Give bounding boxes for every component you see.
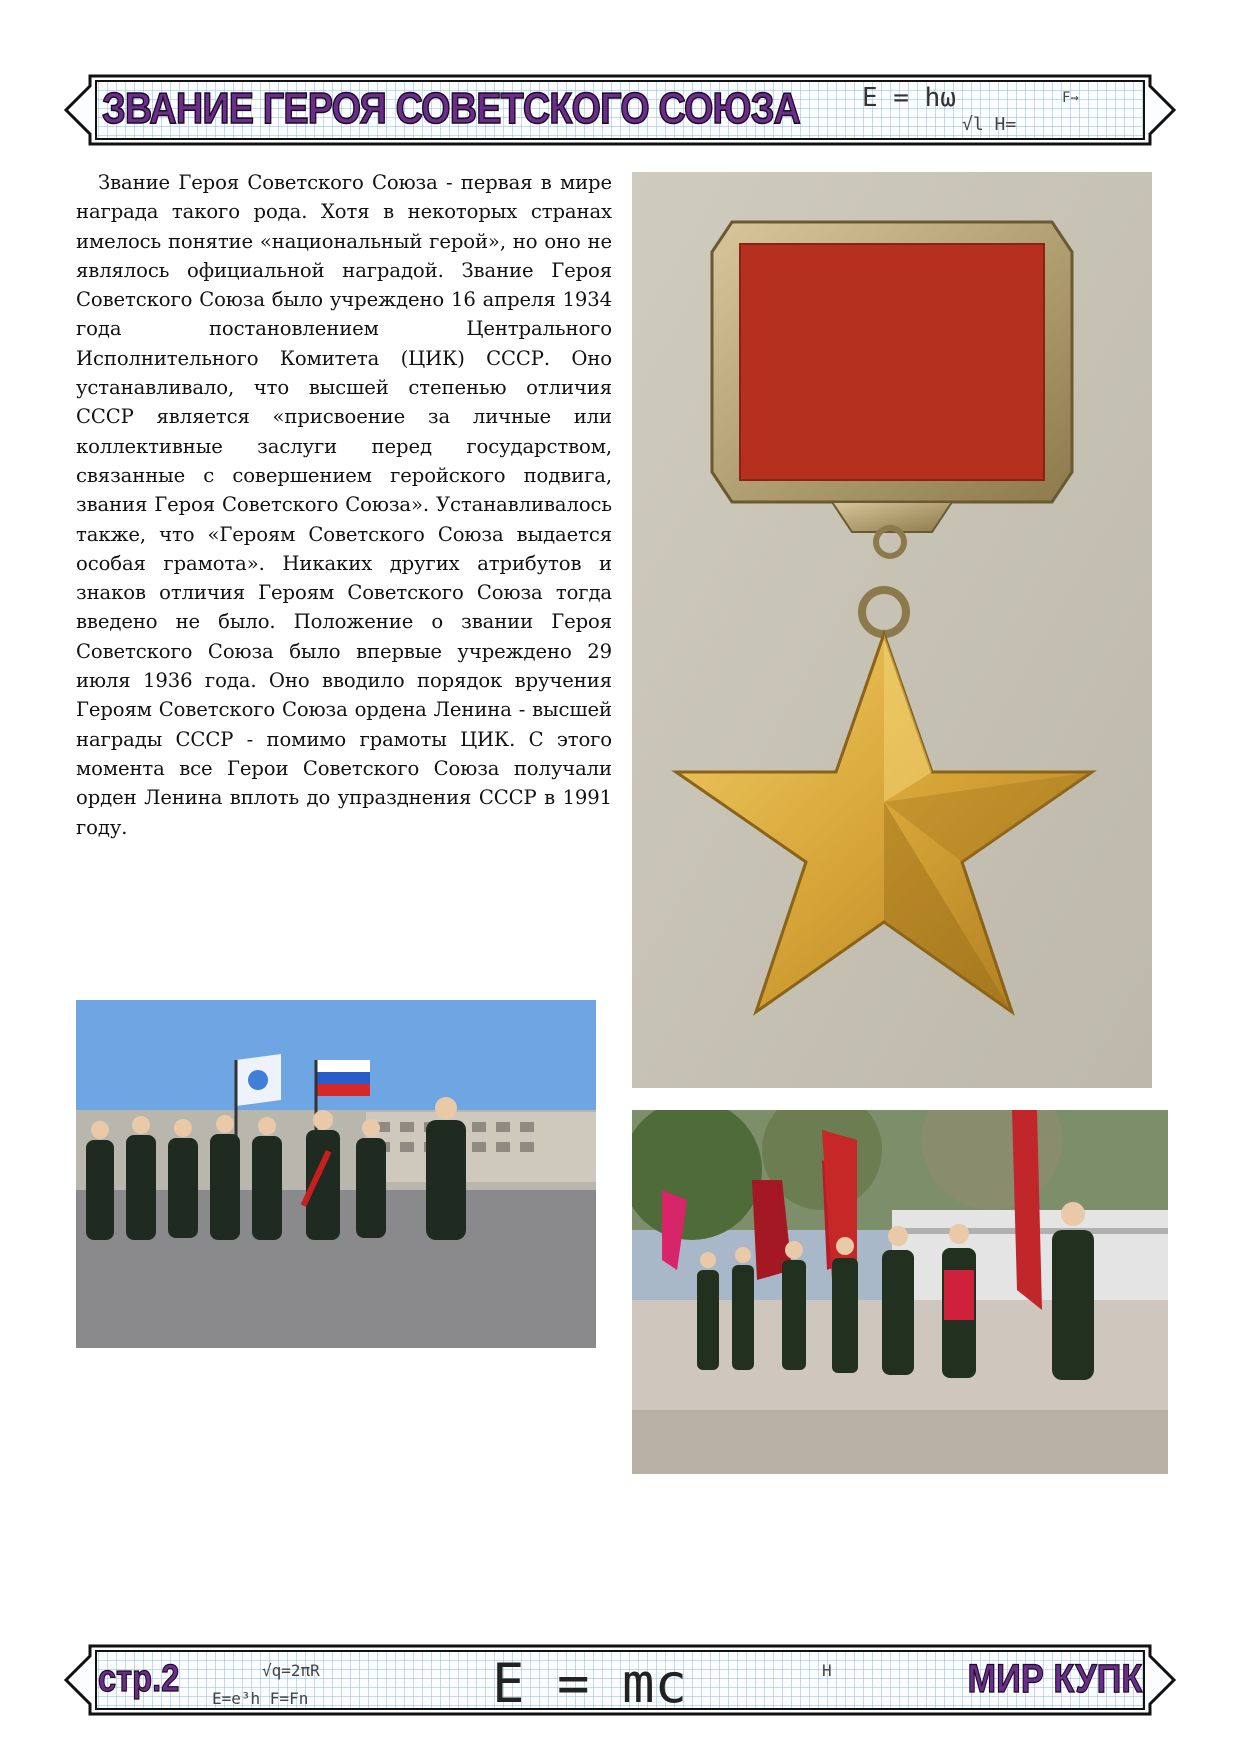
cadets-parade-image [76,1000,596,1348]
page-number: стр.2 [98,1658,180,1700]
page-title: ЗВАНИЕ ГЕРОЯ СОВЕТСКОГО СОЮЗА [102,84,801,133]
footer-banner [62,1642,1178,1718]
article-text: Звание Героя Советского Союза - первая в мире награда такого рода. Хотя в некоторых странах имелось понятие «национальный герой», но оно не являлось официальной наградой. Звание Героя Советского Союза было учреждено 16 апреля 1934 года постановлением Центрального Исполнительного Комитета (ЦИК) СССР. Оно устанавливало, что высшей степенью отличия СССР является «присвоение за личные или коллективные заслуги перед государством, связанные с совершением геройского подвига, звания Героя Советского Союза». Устанавливалось также, что «Героям Советского Союза выдается особая грамота». Никаких других атрибутов и знаков отличия Героям Советского Союза тогда введено не было. Положение о звании Героя Советского Союза было впервые учреждено 29 июля 1936 года. Оно вводило порядок вручения Героям Советского Союза ордена Ленина - высшей награды СССР - помимо грамоты ЦИК. С этого момента все Герои Советского Союза получали орден Ленина вплоть до упразднения СССР в 1991 году. [76,171,612,839]
medal-photo [632,172,1152,1088]
parade-photo [76,1000,596,1348]
header-banner [62,72,1178,148]
svg-text:F→: F→ [1062,90,1079,106]
svg-text:E = mc: E = mc [492,1652,688,1715]
svg-text:E = hω: E = hω [862,83,956,113]
svg-text:√q=2πR: √q=2πR [262,1661,320,1680]
cadets-with-banners-image [632,1110,1168,1474]
banner-ceremony-photo [632,1110,1168,1474]
publication-name: МИР КУПК [967,1657,1142,1701]
gold-star-medal-image [632,172,1152,1088]
svg-text:H: H [822,1661,832,1680]
svg-text:E=e³h F=Fn: E=e³h F=Fn [212,1689,309,1708]
svg-text:√l H=: √l H= [962,114,1017,135]
